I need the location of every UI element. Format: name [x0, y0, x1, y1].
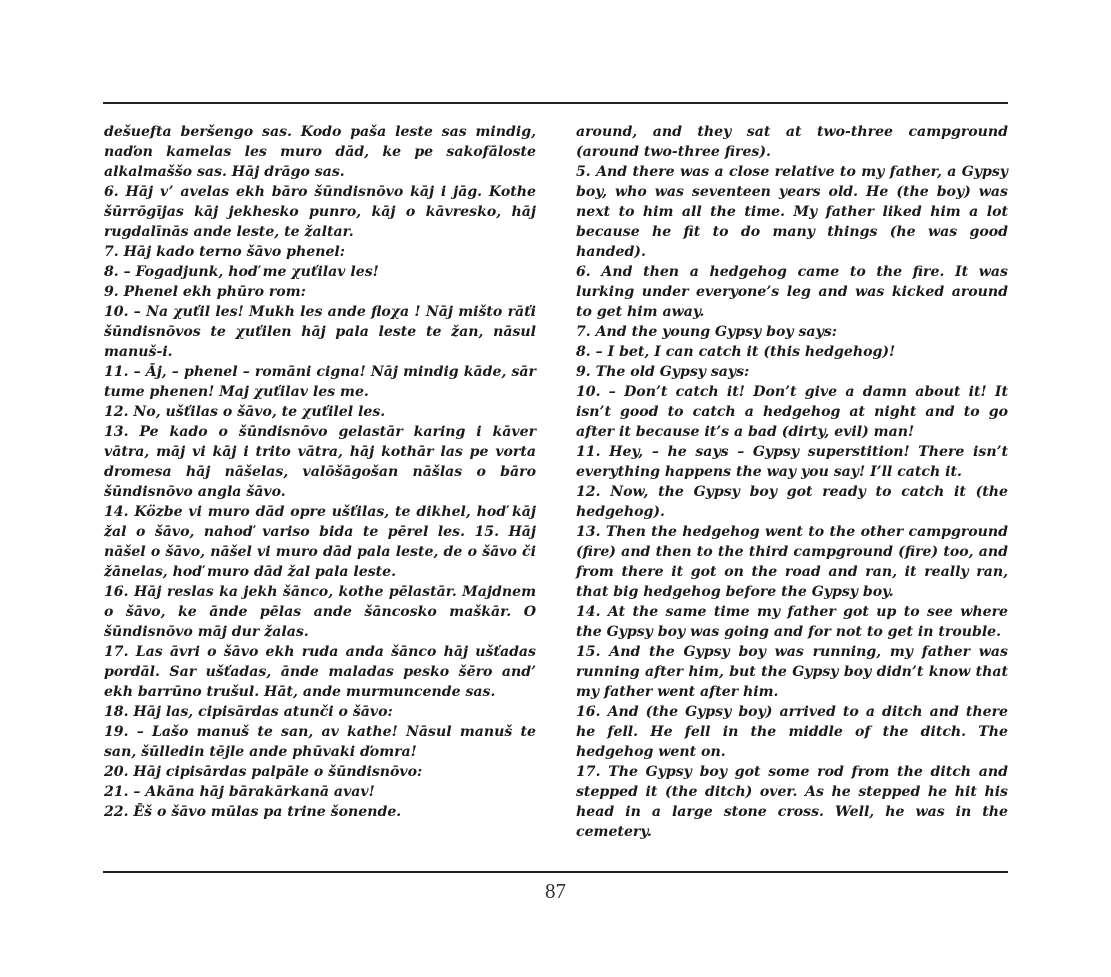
paragraph: 16. And (the Gypsy boy) arrived to a ditch and there he fell. He fell in the middle of the ditch. The hedgehog went on.	[576, 704, 1008, 760]
paragraph: 9. Phenel ekh phūro rom:	[104, 284, 306, 300]
paragraph: 22. Ēš o šāvo mūlas pa trine šonende.	[104, 804, 402, 820]
paragraph: 13. Then the hedgehog went to the other campground (fire) and then to the third campground (fire) too, and from there it got on the road and ran, it really ran, that big hedgehog before the Gypsy boy.	[576, 524, 1008, 600]
paragraph: 12. No, ušťilas o šāvo, te χuťilel les.	[104, 404, 386, 420]
romani-text-column	[104, 122, 536, 822]
paragraph: 14. At the same time my father got up to see where the Gypsy boy was going and for not to get in trouble.	[576, 604, 1008, 640]
paragraph: 7. Hāj kado terno šāvo phenel:	[104, 244, 345, 260]
paragraph: 15. And the Gypsy boy was running, my father was running after him, but the Gypsy boy didn’t know that my father went after him.	[576, 644, 1008, 700]
paragraph: 12. Now, the Gypsy boy got ready to catch it (the hedgehog).	[576, 484, 1008, 520]
page-number: 87	[545, 879, 566, 903]
paragraph: 6. And then a hedgehog came to the fire. It was lurking under everyone’s leg and was kicked around to get him away.	[576, 264, 1008, 320]
paragraph: 20. Hāj cipisārdas palpāle o šūndisnōvo:	[104, 764, 423, 780]
paragraph: 10. – Na χuťil les! Mukh les ande floχa ! Nāj mišto rāťi šūndisnōvos te χuťilen hāj pala leste te žan, nāsul manuš-i.	[104, 304, 536, 360]
paragraph: 18. Hāj las, cipisārdas atunči o šāvo:	[104, 704, 393, 720]
paragraph: dešuefta beršengo sas. Kodo paša leste sas mindig, naďon kamelas les muro dād, ke pe sakofāloste alkalmaššo sas. Hāj drāgo sas.	[104, 124, 536, 180]
paragraph: around, and they sat at two-three campground (around two-three fires).	[576, 124, 1008, 160]
paragraph: 8. – I bet, I can catch it (this hedgehog)!	[576, 344, 896, 360]
header-rule	[103, 102, 1008, 104]
paragraph: 11. – Āj, – phenel – romāni cigna! Nāj mindig kāde, sār tume phenen! Maj χuťilav les me.	[104, 364, 536, 400]
english-translation-column	[576, 122, 1008, 842]
paragraph: 17. The Gypsy boy got some rod from the ditch and stepped it (the ditch) over. As he stepped he hit his head in a large stone cross. Well, he was in the cemetery.	[576, 764, 1008, 840]
paragraph: 13. Pe kado o šūndisnōvo gelastār karing i kāver vātra, māj vi kāj i trito vātra, hāj kothār las pe vorta dromesa hāj nāšelas, valōšāgošan nāšlas o bāro šūndisnōvo angla šāvo.	[104, 424, 536, 500]
paragraph: 11. Hey, – he says – Gypsy superstition! There isn’t everything happens the way you say! I’ll catch it.	[576, 444, 1008, 480]
paragraph: 17. Las āvri o šāvo ekh ruda anda šānco hāj ušťadas pordāl. Sar ušťadas, ānde maladas pesko šēro and’ ekh barrūno trušul. Hāt, ande murmuncende sas.	[104, 644, 536, 700]
paragraph: 6. Hāj v’ avelas ekh bāro šūndisnōvo kāj i jāg. Kothe šūrrōgījas kāj jekhesko punro, kāj o kāvresko, hāj rugdalīnās ande leste, te žaltar.	[104, 184, 536, 240]
paragraph: 7. And the young Gypsy boy says:	[576, 324, 837, 340]
footer-rule	[103, 871, 1008, 873]
paragraph: 5. And there was a close relative to my father, a Gypsy boy, who was seventeen years old. He (the boy) was next to him all the time. My father liked him a lot because he fit to do many things (he was good handed).	[576, 164, 1008, 260]
paragraph: 16. Hāj reslas ka jekh šānco, kothe pēlastār. Majdnem o šāvo, ke ānde pēlas ande šāncosko maškār. O šūndisnōvo māj dur žalas.	[104, 584, 536, 640]
paragraph: 9. The old Gypsy says:	[576, 364, 750, 380]
paragraph: 10. – Don’t catch it! Don’t give a damn about it! It isn’t good to catch a hedgehog at night and to go after it because it’s a bad (dirty, evil) man!	[576, 384, 1008, 440]
paragraph: 8. – Fogadjunk, hoď me χuťilav les!	[104, 264, 379, 280]
paragraph: 21. – Akāna hāj bārakārkanā avav!	[104, 784, 375, 800]
paragraph: 19. – Lašo manuš te san, av kathe! Nāsul manuš te san, šūlledin tējle ande phūvaki ďomra!	[104, 724, 536, 760]
paragraph: 14. Közbe vi muro dād opre ušťilas, te dikhel, hoď kāj žal o šāvo, nahoď variso bida te pērel les. 15. Hāj nāšel o šāvo, nāšel vi muro dād pala leste, de o šāvo či žānelas, hoď muro dād žal pala leste.	[104, 504, 536, 580]
